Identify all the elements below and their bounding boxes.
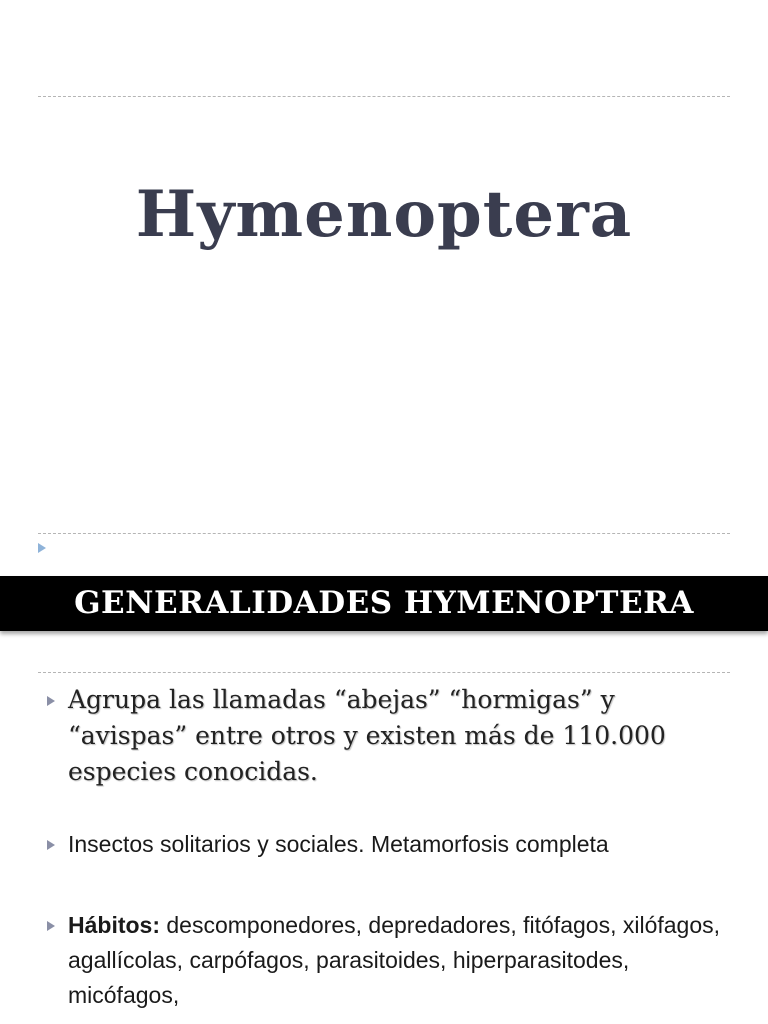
- divider-bottom: [38, 533, 730, 534]
- bullet-marker-icon: [38, 543, 46, 553]
- divider-top: [38, 96, 730, 97]
- bullet-marker-icon: [47, 921, 55, 931]
- slide-title: Hymenoptera: [135, 177, 633, 252]
- banner-title: GENERALIDADES HYMENOPTERA: [74, 585, 694, 621]
- bullet-marker-icon: [47, 840, 55, 850]
- bullet-3-text: descomponedores, depredadores, fitófagos, xilófagos, agallícolas, carpófagos, parasitoides, hiperparasitodes, micófagos,: [68, 912, 721, 1008]
- bullet-1: Agrupa las llamadas “abejas” “hormigas” y “avispas” entre otros y existen más de 110.000 especies conocidas.: [68, 685, 666, 786]
- bullet-2: Insectos solitarios y sociales. Metamorfosis completa: [68, 831, 609, 857]
- bullet-3-label: Hábitos:: [68, 912, 160, 938]
- bullet-3: [68, 908, 728, 1013]
- divider-content: [38, 672, 730, 673]
- section-banner: [0, 576, 768, 631]
- bullet-marker-icon: [47, 696, 55, 706]
